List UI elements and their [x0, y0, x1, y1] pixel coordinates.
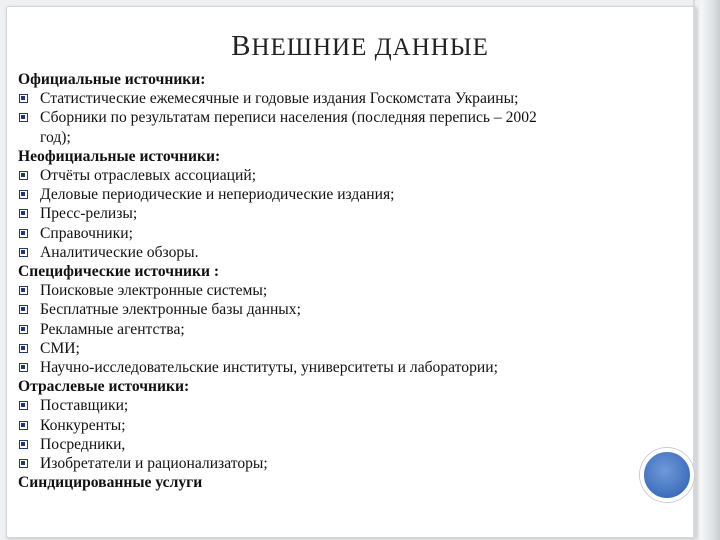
list-item-text: Рекламные агентства; [40, 320, 185, 338]
list-item [18, 89, 698, 108]
decorative-circle-icon [640, 448, 694, 502]
square-bullet-icon [19, 325, 28, 334]
list-item-text: СМИ; [40, 339, 80, 357]
list-item [18, 281, 698, 300]
list-item [18, 435, 698, 454]
list-item [18, 320, 698, 339]
list-item-text: Поисковые электронные системы; [40, 282, 268, 300]
square-bullet-icon [19, 459, 28, 468]
list-item [18, 454, 698, 473]
list-item-text: Отчёты отраслевых ассоциаций; [40, 167, 257, 185]
square-bullet-icon [19, 190, 28, 199]
square-bullet-icon [19, 286, 28, 295]
square-bullet-icon [19, 363, 28, 372]
square-bullet-icon [19, 344, 28, 353]
list-item [18, 243, 698, 262]
list-item [18, 204, 698, 223]
list-item [18, 224, 698, 243]
square-bullet-icon [19, 305, 28, 314]
list-item [18, 166, 698, 185]
list-item [18, 396, 698, 415]
square-bullet-icon [19, 248, 28, 257]
slide-title [0, 30, 720, 63]
section-heading: Синдицированные услуги [18, 474, 203, 492]
square-bullet-icon [19, 94, 28, 103]
side-gradient-bar [700, 0, 720, 540]
section-heading: Неофициальные источники: [18, 147, 221, 165]
slide-body [18, 70, 698, 492]
list-item-text: Посредники, [40, 435, 126, 453]
list-item-text: Научно-исследовательские институты, университеты и лаборатории; [40, 359, 498, 377]
square-bullet-icon [19, 229, 28, 238]
list-item [18, 108, 698, 146]
square-bullet-icon [19, 421, 28, 430]
list-item [18, 185, 698, 204]
list-item-text: Бесплатные электронные базы данных; [40, 301, 301, 319]
list-item-text: Аналитические обзоры. [40, 243, 199, 261]
list-item [18, 416, 698, 435]
list-item [18, 358, 698, 377]
list-item-text: Пресс-релизы; [40, 205, 138, 223]
list-item-text: Справочники; [40, 224, 133, 242]
square-bullet-icon [19, 401, 28, 410]
square-bullet-icon [19, 209, 28, 218]
list-item-text: год); [40, 128, 71, 146]
list-item [18, 339, 698, 358]
slide-title-initial: В [231, 30, 252, 62]
section-heading: Отраслевые источники: [18, 378, 190, 396]
list-item-text: Сборники по результатам переписи населения (последняя перепись – 2002 [40, 109, 537, 127]
section-heading: Официальные источники: [18, 71, 206, 88]
square-bullet-icon [19, 171, 28, 180]
list-item [18, 300, 698, 319]
list-item-text: Конкуренты; [40, 416, 126, 434]
list-item-text: Поставщики; [40, 397, 129, 415]
list-item-text: Статистические ежемесячные и годовые издания Госкомстата Украины; [40, 90, 519, 108]
list-item-text: Деловые периодические и непериодические издания; [40, 186, 395, 204]
slide-title-rest: НЕШНИЕ ДАННЫЕ [251, 34, 489, 61]
list-item-text: Изобретатели и рационализаторы; [40, 455, 268, 473]
square-bullet-icon [19, 113, 28, 122]
square-bullet-icon [19, 440, 28, 449]
section-heading: Специфические источники : [18, 263, 220, 281]
